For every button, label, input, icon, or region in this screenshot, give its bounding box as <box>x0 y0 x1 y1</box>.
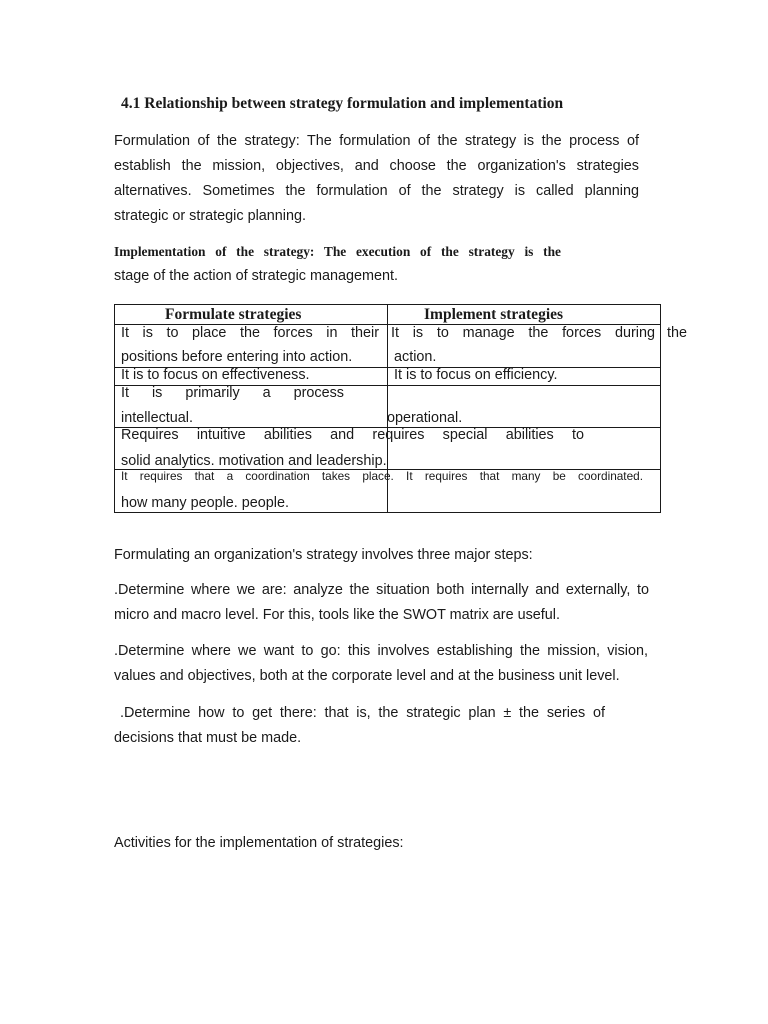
comparison-table <box>114 304 688 513</box>
table-header-implement: Implement strategies <box>424 306 564 323</box>
table-cell: It is primarily a process <box>121 385 344 401</box>
step-item <box>114 578 649 628</box>
table-header-formulate: Formulate strategies <box>165 306 302 323</box>
step-line: .Determine where we are: analyze the situation both internally and externally, to <box>114 582 649 598</box>
step-line: decisions that must be made. <box>114 730 302 746</box>
paragraph-line: strategic or strategic planning. <box>114 208 306 224</box>
step-item <box>114 639 648 689</box>
steps-intro: Formulating an organization's strategy involves three major steps: <box>114 547 533 563</box>
implementation-definition-rest: stage of the action of strategic management. <box>114 268 398 284</box>
implementation-definition-bold: Implementation of the strategy: The execution of the strategy is the <box>114 244 561 259</box>
table-cell: positions before entering into action. <box>121 349 353 365</box>
step-item <box>114 701 605 751</box>
step-line: .Determine where we want to go: this involves establishing the mission, vision, <box>114 643 648 659</box>
paragraph-line: establish the mission, objectives, and choose the organization's strategies <box>114 158 639 174</box>
table-border <box>660 304 661 513</box>
table-cell: It is to manage the forces during <box>391 325 655 341</box>
section-heading: 4.1 Relationship between strategy formulation and implementation <box>121 95 564 112</box>
table-cell: action. <box>394 349 437 365</box>
table-cell: how many people. people. <box>121 495 290 511</box>
table-cell: It is to focus on effectiveness. <box>121 367 310 383</box>
table-cell: Requires intuitive abilities and requires special abilities to <box>121 427 584 443</box>
table-cell: operational. <box>387 410 463 426</box>
table-cell: It requires that a coordination takes place. It requires that many be coordinated. <box>121 469 643 483</box>
activities-heading: Activities for the implementation of strategies: <box>114 835 404 851</box>
step-line: .Determine how to get there: that is, the strategic plan ± the series of <box>120 705 605 721</box>
table-border <box>114 304 115 513</box>
table-cell: It is to focus on efficiency. <box>394 367 558 383</box>
step-line: values and objectives, both at the corporate level and at the business unit level. <box>114 668 620 684</box>
paragraph-line: Formulation of the strategy: The formulation of the strategy is the process of <box>114 133 639 149</box>
formulation-paragraph <box>114 129 639 229</box>
paragraph-line: alternatives. Sometimes the formulation of the strategy is called planning <box>114 183 639 199</box>
table-cell: intellectual. <box>121 410 193 426</box>
table-cell-overflow: the <box>667 325 688 341</box>
step-line: micro and macro level. For this, tools like the SWOT matrix are useful. <box>114 607 560 623</box>
table-cell: It is to place the forces in their <box>121 325 379 341</box>
table-cell: solid analytics. motivation and leadership. <box>121 453 387 469</box>
